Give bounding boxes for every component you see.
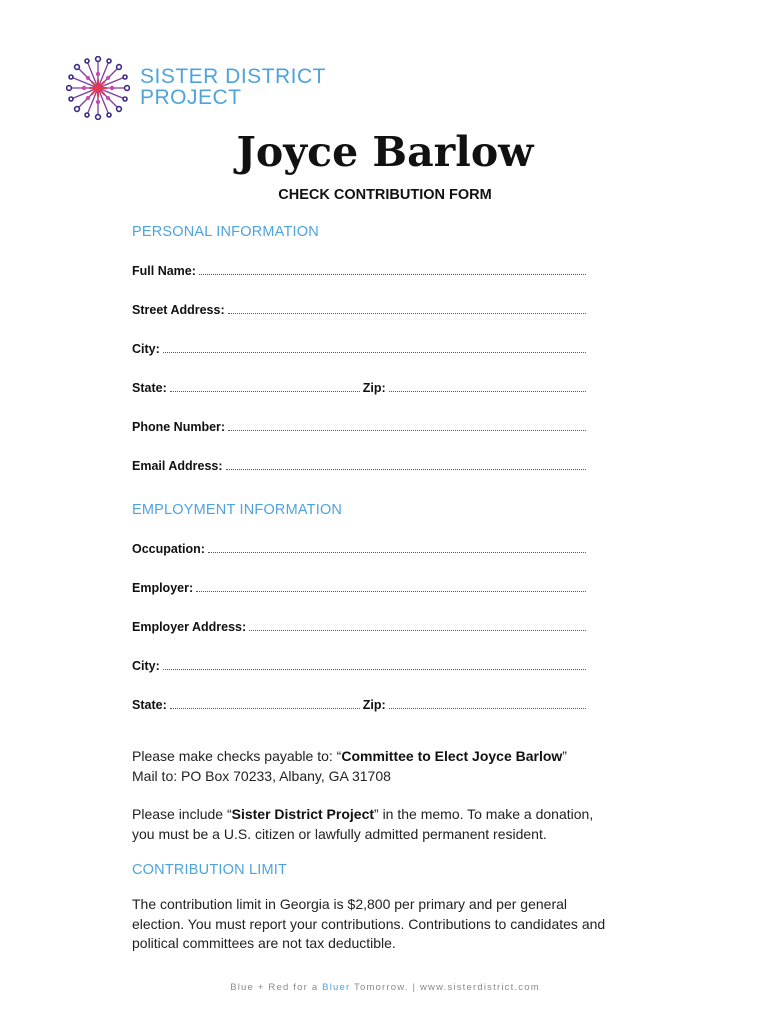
city-label: City: xyxy=(132,342,160,356)
employment-state-label: State: xyxy=(132,698,167,712)
memo-prefix: Please include “ xyxy=(132,806,232,822)
memo-paragraph xyxy=(132,805,632,844)
employment-city-label: City: xyxy=(132,659,160,673)
state-zip-field[interactable] xyxy=(132,379,586,395)
employer-address-label: Employer Address: xyxy=(132,620,247,634)
payable-line xyxy=(132,747,632,767)
full-name-label: Full Name: xyxy=(132,264,196,278)
email-line[interactable] xyxy=(226,468,586,470)
contribution-limit-text: The contribution limit in Georgia is $2,800 per primary and per general election. You must report your contributions. Contributions to candidates and political committees are not tax deductible. xyxy=(132,896,606,951)
email-field[interactable] xyxy=(132,457,586,473)
employment-city-line[interactable] xyxy=(163,668,586,670)
phone-field[interactable] xyxy=(132,418,586,434)
employment-zip-label: Zip: xyxy=(362,698,386,712)
footer-part-1: Blue + Red for a xyxy=(230,982,323,993)
employment-info-heading: EMPLOYMENT INFORMATION xyxy=(132,502,343,518)
street-address-field[interactable] xyxy=(132,301,586,317)
logo-line-1: SISTER DISTRICT xyxy=(140,65,327,88)
state-line[interactable] xyxy=(170,390,360,392)
payable-prefix: Please make checks payable to: “ xyxy=(132,748,342,764)
employment-state-line[interactable] xyxy=(170,707,360,709)
footer-part-2[interactable]: Tomorrow. | www.sisterdistrict.com xyxy=(350,982,540,993)
employment-zip-line[interactable] xyxy=(389,707,586,709)
memo-suffix: ” in the memo. To make a donation, xyxy=(374,806,594,822)
phone-line[interactable] xyxy=(228,429,586,431)
sister-district-logo-icon xyxy=(66,56,130,120)
employer-label: Employer: xyxy=(132,581,194,595)
state-label: State: xyxy=(132,381,167,395)
memo-line-1 xyxy=(132,805,632,825)
memo-name: Sister District Project xyxy=(231,806,375,822)
employment-city-field[interactable] xyxy=(132,657,586,673)
full-name-field[interactable] xyxy=(132,262,586,278)
footer-tagline xyxy=(0,982,770,993)
occupation-line[interactable] xyxy=(208,551,586,553)
employer-address-field[interactable] xyxy=(132,618,586,634)
occupation-field[interactable] xyxy=(132,540,586,556)
zip-label: Zip: xyxy=(362,381,386,395)
payable-suffix: ” xyxy=(562,748,567,764)
memo-line-2: you must be a U.S. citizen or lawfully admitted permanent resident. xyxy=(132,825,547,842)
street-address-line[interactable] xyxy=(228,312,586,314)
personal-info-heading: PERSONAL INFORMATION xyxy=(132,224,319,240)
payable-paragraph xyxy=(132,747,632,786)
footer-accent: Bluer xyxy=(322,982,351,993)
phone-label: Phone Number: xyxy=(132,420,226,434)
city-field[interactable] xyxy=(132,340,586,356)
employer-field[interactable] xyxy=(132,579,586,595)
contribution-limit-heading: CONTRIBUTION LIMIT xyxy=(132,862,288,878)
mail-to-line: Mail to: PO Box 70233, Albany, GA 31708 xyxy=(132,767,391,784)
logo-wordmark xyxy=(140,66,326,108)
payee-name: Committee to Elect Joyce Barlow xyxy=(341,748,563,764)
logo-line-2: PROJECT xyxy=(140,86,242,109)
street-address-label: Street Address: xyxy=(132,303,225,317)
occupation-label: Occupation: xyxy=(132,542,205,556)
city-line[interactable] xyxy=(163,351,586,353)
employer-line[interactable] xyxy=(196,590,586,592)
full-name-line[interactable] xyxy=(199,273,586,275)
employment-state-zip-field[interactable] xyxy=(132,696,586,712)
form-subtitle: CHECK CONTRIBUTION FORM xyxy=(278,187,492,203)
zip-line[interactable] xyxy=(389,390,586,392)
email-label: Email Address: xyxy=(132,459,223,473)
candidate-name-title: Joyce Barlow xyxy=(236,128,534,176)
employer-address-line[interactable] xyxy=(249,629,586,631)
